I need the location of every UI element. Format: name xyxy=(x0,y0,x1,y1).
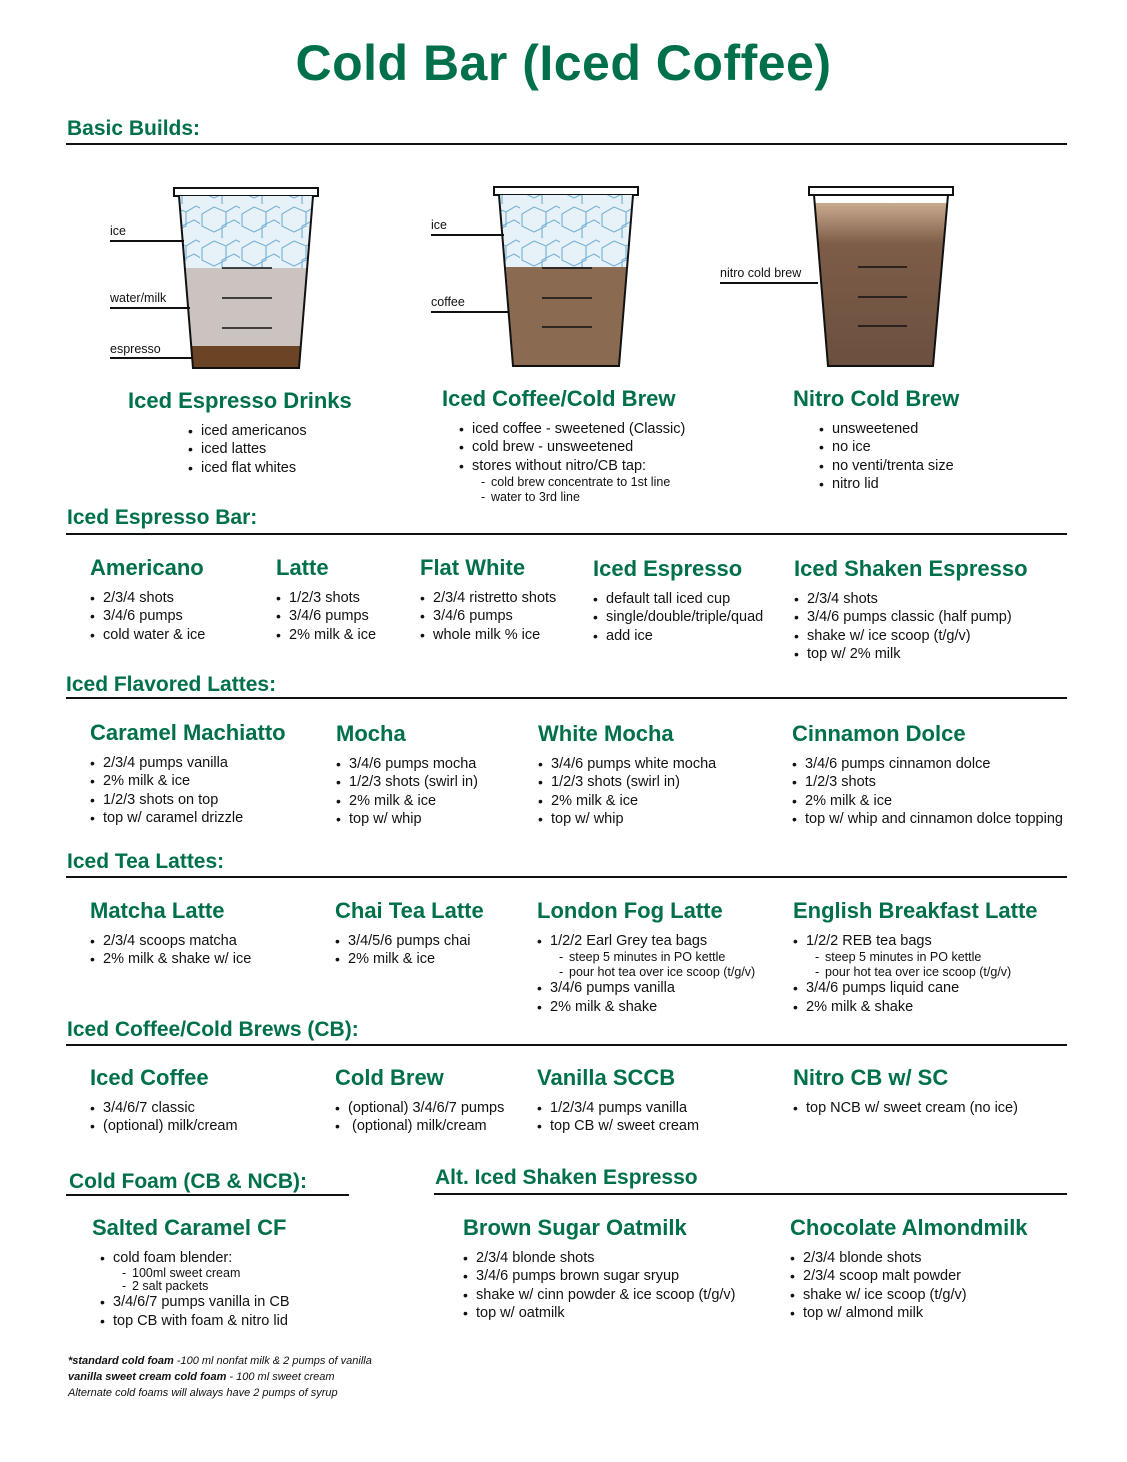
iced-espresso-drinks-block xyxy=(128,388,352,477)
list-item: • top CB with foam & nitro lid xyxy=(100,1312,290,1330)
iced-coffee-block xyxy=(90,1065,238,1136)
list-item: • 2/3/4 scoop malt powder xyxy=(790,1267,1028,1285)
list-item: • no ice xyxy=(819,438,959,456)
list-item: • (optional) milk/cream xyxy=(90,1117,238,1135)
block-title: Mocha xyxy=(336,721,406,746)
block-title: Cinnamon Dolce xyxy=(792,721,966,746)
list-item: • 3/4/6 pumps xyxy=(90,607,205,625)
london-fog-latte-block xyxy=(537,898,755,1016)
list-item: • 3/4/6 pumps cinnamon dolce xyxy=(792,755,1063,773)
list-item: • add ice xyxy=(593,627,763,645)
white-mocha-block xyxy=(538,721,716,829)
list-item: • 1/2/3 shots xyxy=(276,589,376,607)
chocolate-almondmilk-block xyxy=(790,1215,1028,1323)
list-item: • 1/2/3 shots on top xyxy=(90,791,286,809)
latte-block xyxy=(276,555,376,644)
block-title: Brown Sugar Oatmilk xyxy=(463,1215,687,1240)
list-item: • shake w/ ice scoop (t/g/v) xyxy=(790,1286,1028,1304)
note-text: - 100 ml sweet cream xyxy=(226,1371,335,1383)
leader-line xyxy=(720,282,818,284)
americano-block xyxy=(90,555,205,644)
iced-espresso-block xyxy=(593,556,763,645)
block-title: Chai Tea Latte xyxy=(335,898,484,923)
block-title: Iced Espresso Drinks xyxy=(128,388,352,413)
cup-illustrations xyxy=(0,0,1127,400)
list-item: • cold water & ice xyxy=(90,626,205,644)
list-item: • top w/ caramel drizzle xyxy=(90,809,286,827)
cold-foam-notes xyxy=(68,1353,372,1401)
note-bold: vanilla sweet cream cold foam xyxy=(68,1371,227,1383)
list-item: • 3/4/6 pumps brown sugar sryup xyxy=(463,1267,736,1285)
list-item: • cold foam blender: xyxy=(100,1249,290,1267)
salted-caramel-cf-block xyxy=(92,1215,290,1330)
list-item: • 1/2/3 shots (swirl in) xyxy=(538,773,716,791)
list-item: • 3/4/6 pumps xyxy=(420,607,556,625)
list-item: • (optional) 3/4/6/7 pumps xyxy=(335,1099,504,1117)
note-text: Alternate cold foams will always have 2 pumps of syrup xyxy=(68,1387,338,1399)
list-item: • shake w/ ice scoop (t/g/v) xyxy=(794,627,1028,645)
cinnamon-dolce-block xyxy=(792,721,1063,829)
brown-sugar-oatmilk-block xyxy=(463,1215,736,1323)
cup-label-water-milk: water/milk xyxy=(110,291,167,305)
list-subitem: - steep 5 minutes in PO kettle xyxy=(793,950,1038,965)
vanilla-sccb-block xyxy=(537,1065,699,1136)
leader-line xyxy=(431,234,504,236)
list-item: • top CB w/ sweet cream xyxy=(537,1117,699,1135)
cup-label-ice: ice xyxy=(431,218,447,232)
list-item: • 3/4/6 pumps white mocha xyxy=(538,755,716,773)
block-title: Americano xyxy=(90,555,204,580)
list-subitem: - pour hot tea over ice scoop (t/g/v) xyxy=(793,965,1038,980)
divider xyxy=(66,876,1067,878)
list-item: • cold brew - unsweetened xyxy=(459,438,685,456)
list-item: • stores without nitro/CB tap: xyxy=(459,457,685,475)
english-breakfast-latte-block xyxy=(793,898,1038,1016)
flat-white-block xyxy=(420,555,556,644)
list-item: • 3/4/6/7 pumps vanilla in CB xyxy=(100,1293,290,1311)
list-item: • 2% milk & ice xyxy=(538,792,716,810)
block-title: London Fog Latte xyxy=(537,898,723,923)
block-title: Iced Coffee/Cold Brew xyxy=(442,386,676,411)
cup-label-coffee: coffee xyxy=(431,295,465,309)
block-title: Iced Coffee xyxy=(90,1065,209,1090)
list-subitem: - 2 salt packets xyxy=(100,1280,290,1293)
divider xyxy=(66,1044,1067,1046)
note-bold: *standard cold foam xyxy=(68,1355,174,1367)
list-item: • 2/3/4 ristretto shots xyxy=(420,589,556,607)
list-item: • 1/2/3/4 pumps vanilla xyxy=(537,1099,699,1117)
list-item: • 1/2/3 shots xyxy=(792,773,1063,791)
block-title: Caramel Machiatto xyxy=(90,720,286,745)
divider xyxy=(66,1194,349,1196)
block-title: Nitro CB w/ SC xyxy=(793,1065,949,1090)
list-item: • 2/3/4 shots xyxy=(90,589,205,607)
matcha-latte-block xyxy=(90,898,251,969)
block-title: Iced Espresso xyxy=(593,556,743,581)
list-item: • 2/3/4 blonde shots xyxy=(790,1249,1028,1267)
alt-shaken-heading: Alt. Iced Shaken Espresso xyxy=(435,1166,698,1189)
list-item: • single/double/triple/quad xyxy=(593,608,763,626)
list-item: • iced flat whites xyxy=(188,459,352,477)
list-item: • iced americanos xyxy=(188,422,352,440)
leader-line xyxy=(431,311,509,313)
list-item: • 1/2/2 REB tea bags xyxy=(793,932,1038,950)
list-item: • 2/3/4 blonde shots xyxy=(463,1249,736,1267)
list-item: • top w/ whip xyxy=(336,810,478,828)
list-item: • 3/4/5/6 pumps chai xyxy=(335,932,484,950)
block-title: Nitro Cold Brew xyxy=(793,386,960,411)
leader-line xyxy=(110,307,190,309)
page-title: Cold Bar (Iced Coffee) xyxy=(295,35,832,91)
basic-builds-heading: Basic Builds: xyxy=(67,117,201,140)
cold-brew-block xyxy=(335,1065,504,1136)
list-item: • 2% milk & ice xyxy=(276,626,376,644)
list-item: • shake w/ cinn powder & ice scoop (t/g/v) xyxy=(463,1286,736,1304)
list-item: • 2% milk & ice xyxy=(336,792,478,810)
list-item: • 2/3/4 scoops matcha xyxy=(90,932,251,950)
cup-label-espresso: espresso xyxy=(110,342,161,356)
list-item: • top NCB w/ sweet cream (no ice) xyxy=(793,1099,1018,1117)
list-item: • 2% milk & ice xyxy=(90,772,286,790)
iced-coffee-cold-brews-heading: Iced Coffee/Cold Brews (CB): xyxy=(67,1018,359,1041)
mocha-block xyxy=(336,721,478,829)
divider xyxy=(434,1193,1067,1195)
list-item: • top w/ whip xyxy=(538,810,716,828)
list-item: • 3/4/6 pumps mocha xyxy=(336,755,478,773)
block-title: Latte xyxy=(276,555,329,580)
iced-flavored-lattes-heading: Iced Flavored Lattes: xyxy=(66,673,277,696)
note-text: -100 ml nonfat milk & 2 pumps of vanilla xyxy=(173,1355,372,1367)
nitro-cb-sc-block xyxy=(793,1065,1018,1117)
iced-espresso-bar-heading: Iced Espresso Bar: xyxy=(67,506,258,529)
list-item: • whole milk % ice xyxy=(420,626,556,644)
divider xyxy=(66,533,1067,535)
block-title: Chocolate Almondmilk xyxy=(790,1215,1028,1240)
list-subitem: - water to 3rd line xyxy=(459,490,685,505)
list-item: • 2% milk & ice xyxy=(335,950,484,968)
cup-label-ice: ice xyxy=(110,224,126,238)
iced-espresso-cup xyxy=(174,188,318,368)
list-item: • 3/4/6 pumps classic (half pump) xyxy=(794,608,1028,626)
caramel-machiatto-block xyxy=(90,720,286,828)
leader-line xyxy=(110,240,184,242)
list-item: • no venti/trenta size xyxy=(819,457,959,475)
list-item: • 2/3/4 pumps vanilla xyxy=(90,754,286,772)
list-item: • 2% milk & ice xyxy=(792,792,1063,810)
iced-coffee-cold-brew-block xyxy=(442,386,685,504)
block-title: Iced Shaken Espresso xyxy=(794,556,1028,581)
block-title: Matcha Latte xyxy=(90,898,225,923)
leader-line xyxy=(110,357,192,359)
block-title: White Mocha xyxy=(538,721,674,746)
list-item: • 3/4/6 pumps xyxy=(276,607,376,625)
list-subitem: - steep 5 minutes in PO kettle xyxy=(537,950,755,965)
list-item: • iced lattes xyxy=(188,440,352,458)
iced-coffee-cup xyxy=(494,187,638,366)
list-item: • 2/3/4 shots xyxy=(794,590,1028,608)
list-item: • nitro lid xyxy=(819,475,959,493)
list-item: • 3/4/6 pumps liquid cane xyxy=(793,979,1038,997)
list-item: • top w/ oatmilk xyxy=(463,1304,736,1322)
chai-tea-latte-block xyxy=(335,898,484,969)
iced-shaken-espresso-block xyxy=(794,556,1028,664)
iced-tea-lattes-heading: Iced Tea Lattes: xyxy=(67,850,225,873)
cold-foam-heading: Cold Foam (CB & NCB): xyxy=(69,1170,307,1193)
block-title: Salted Caramel CF xyxy=(92,1215,287,1240)
list-item: • 1/2/2 Earl Grey tea bags xyxy=(537,932,755,950)
list-item: • default tall iced cup xyxy=(593,590,763,608)
block-title: English Breakfast Latte xyxy=(793,898,1038,923)
list-item: • 2% milk & shake xyxy=(537,998,755,1016)
list-item: • 2% milk & shake w/ ice xyxy=(90,950,251,968)
list-item: • top w/ whip and cinnamon dolce topping xyxy=(792,810,1063,828)
list-subitem: - pour hot tea over ice scoop (t/g/v) xyxy=(537,965,755,980)
block-title: Cold Brew xyxy=(335,1065,444,1090)
list-item: • 2% milk & shake xyxy=(793,998,1038,1016)
cup-label-nitro-cold-brew: nitro cold brew xyxy=(720,266,802,280)
list-item: • top w/ almond milk xyxy=(790,1304,1028,1322)
list-item: • (optional) milk/cream xyxy=(335,1117,504,1135)
nitro-cold-brew-block xyxy=(793,386,959,494)
list-subitem: - 100ml sweet cream xyxy=(100,1267,290,1280)
nitro-cold-brew-cup xyxy=(809,187,953,366)
list-item: • unsweetened xyxy=(819,420,959,438)
list-item: • 1/2/3 shots (swirl in) xyxy=(336,773,478,791)
list-item: • 3/4/6/7 classic xyxy=(90,1099,238,1117)
divider xyxy=(66,697,1067,699)
list-item: • iced coffee - sweetened (Classic) xyxy=(459,420,685,438)
block-title: Vanilla SCCB xyxy=(537,1065,676,1090)
list-subitem: - cold brew concentrate to 1st line xyxy=(459,475,685,490)
list-item: • top w/ 2% milk xyxy=(794,645,1028,663)
block-title: Flat White xyxy=(420,555,526,580)
list-item: • 3/4/6 pumps vanilla xyxy=(537,979,755,997)
